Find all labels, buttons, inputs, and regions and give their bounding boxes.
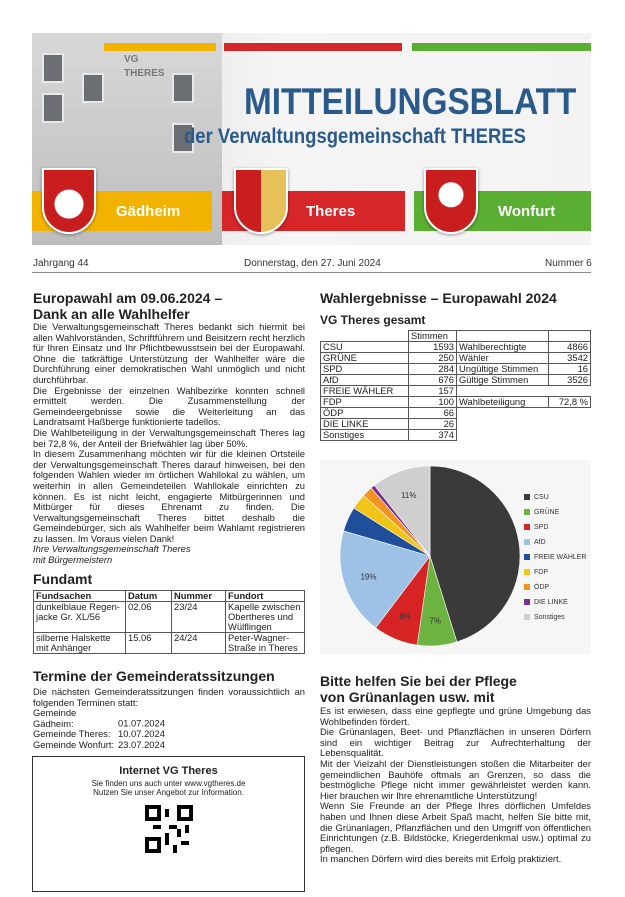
pie-chart — [320, 460, 520, 654]
europawahl-text: Die Verwaltungsgemeinschaft Theres bedankt sich hiermit bei allen Wahlvorständen, Schriftführern und Beisitzern recht herzlich für Ihren Einsatz und Ihr Pflichtbewusstsein bei der Europawahl. Ohne die tatkräftige Unterstützung der Wahlhelfer wäre die Durchführung einer demokratischen Wahl unmöglich und nicht durchführbar. Die Ergebnisse der einzelnen Wahlbezirke konnten schnell ermittelt werden. Die Zusammenstellung der Gemeindeergebnisse sowie die Weiterleitung an das Landratsamt Haßberge funktionierte tadellos. Die Wahlbeteiligung in der Verwaltungsgemeinschaft Theres lag bei 72,8 %, der Anteil der Briefwähler lag über 50%. In diesem Zusammenhang möchten wir für die kleinen Ortsteile der Verwaltungsgemeinschaft Theres darauf hinweisen, bei den folgenden Wahlen wieder im örtlichen Wahllokal zu wählen, um weiterhin in allen Gemeindeteilen Wahllokale einrichten zu können. Es ist nicht leicht, engagierte Mitbürgerinnen und Mitbürger für dieses Ehrenamt zu finden. Die Verwaltungsgemeinschaft Theres bittet deshalb die Gemeindebürger, sich als Wahlhelfer beim Wahlamt registrieren zu lassen. Im Voraus vielen Dank! Ihre Verwaltungsgemeinschaft Theres mit Bürgermeistern — [33, 321, 305, 566]
issue-year: Jahrgang 44 — [33, 258, 89, 269]
table-row: FDP 100 Wahlbeteiligung 72,8 % — [321, 397, 591, 408]
divider — [32, 272, 591, 273]
pie-legend — [524, 490, 587, 625]
legend-item: AfD — [524, 535, 587, 550]
wonfurt-crest-icon — [424, 168, 478, 234]
legend-item: DIE LINKE — [524, 595, 587, 610]
issue-date: Donnerstag, den 27. Juni 2024 — [244, 258, 381, 269]
wahl-table: Stimmen CSU 1593 Wahlberechtigte 4866 GRÜNE 250 Wähler 3542 SPD 284 Ungültige Stimmen 16 AfD 676 Gültige Stimmen 3526 FREIE WÄHLER 157 FDP 100 Wahlbeteiligung 72,8 % ÖDP 66 DIE LINKE 26 Sonstiges 374 — [320, 330, 591, 441]
issue-number: Nummer 6 — [545, 258, 592, 269]
pie-chart-panel — [320, 460, 591, 654]
town-strip-gaedheim: Gädheim — [32, 191, 212, 231]
table-row: CSU 1593 Wahlberechtigte 4866 — [321, 342, 591, 353]
red-bar — [224, 43, 402, 51]
pflege-text: Es ist erwiesen, dass eine gepflegte und grüne Umgebung das Wohlbefinden fördert. Die Grünanlagen, Beet- und Pflanzflächen in unseren Dörfern sind ein wichtiger Beitrag zur Aufrechterhaltung der Lebensqualität. Mit der Vielzahl der Dienstleistungen stoßen die Mitarbeiter der gemeindlichen Bauhöfe oftmals an Grenzen, so dass die bestmögliche Pflege nicht immer gewährleistet werden kann. Hier brauchen wir Ihre ehrenamtliche Unterstützung! Wenn Sie Freunde an der Pflege Ihres dörflichen Umfeldes haben und Ihnen diese Arbeit Spaß macht, helfen Sie bitte mit, die Grünanlagen, Pflanzflächen und den Umgriff von öffentlichen Einrichtungen (z.B. Bildstöcke, Kriegerdenkmal usw.) optimal zu pflegen. In manchen Dörfern wird dies bereits mit Erfolg praktiziert. — [320, 705, 591, 865]
table-row: AfD 676 Gültige Stimmen 3526 — [321, 375, 591, 386]
table-row: GRÜNE 250 Wähler 3542 — [321, 353, 591, 364]
building-sign: VG THERES — [124, 54, 165, 79]
green-bar — [412, 43, 591, 51]
pie-label-8: 11% — [401, 490, 417, 500]
internet-title: Internet VG Theres — [119, 765, 218, 777]
qr-code-icon[interactable] — [145, 805, 193, 853]
table-row: Sonstiges 374 — [321, 430, 591, 441]
internet-box — [32, 756, 305, 892]
fundamt-heading: Fundamt — [33, 571, 93, 587]
page-title: MITTEILUNGSBLATT — [244, 81, 577, 122]
table-row: DIE LINKE 26 — [321, 419, 591, 430]
internet-info: Nutzen Sie unser Angebot zur Information. — [93, 788, 244, 797]
table-row: SPD 284 Ungültige Stimmen 16 — [321, 364, 591, 375]
masthead-banner — [32, 33, 591, 245]
theres-crest-icon — [234, 168, 288, 234]
pie-label-1: 7% — [429, 616, 441, 626]
town-strip-theres: Theres — [222, 191, 405, 231]
europawahl-heading: Europawahl am 09.06.2024 – Dank an alle Wahlhelfer — [33, 290, 223, 322]
table-row: dunkelblaue Regen-jacke Gr. XL/56 02.06 23/24 Kapelle zwischen Obertheres und Wülflingen — [34, 602, 305, 633]
legend-item: GRÜNE — [524, 505, 587, 520]
table-row: FREIE WÄHLER 157 — [321, 386, 591, 397]
table-row: silberne Halskette mit Anhänger 15.06 24/24 Peter-Wagner-Straße in Theres — [34, 633, 305, 654]
legend-item: FREIE WÄHLER — [524, 550, 587, 565]
legend-item: SPD — [524, 520, 587, 535]
fundamt-table: Fundsachen Datum Nummer Fundort dunkelblaue Regen-jacke Gr. XL/56 02.06 23/24 Kapelle zwischen Obertheres und Wülflingen silberne Halskette mit Anhänger 15.06 24/24 Peter-Wagner-Straße in Theres — [33, 590, 305, 654]
town-strip-wonfurt: Wonfurt — [414, 191, 591, 231]
legend-item: CSU — [524, 490, 587, 505]
wahl-subheading: VG Theres gesamt — [320, 313, 426, 327]
legend-item: Sonstiges — [524, 610, 587, 625]
termine-heading: Termine der Gemeinderatssitzungen — [33, 668, 275, 684]
pie-label-2: 8% — [399, 611, 411, 621]
legend-item: FDP — [524, 565, 587, 580]
page-subtitle: der Verwaltungsgemeinschaft THERES — [184, 125, 526, 148]
pflege-heading: Bitte helfen Sie bei der Pflege von Grünanlagen usw. mit — [320, 673, 517, 705]
pie-label-3: 19% — [360, 572, 377, 582]
gaedheim-crest-icon — [42, 168, 96, 234]
internet-link[interactable]: Sie finden uns auch unter www.vgtheres.de — [91, 779, 246, 788]
wahl-heading: Wahlergebnisse – Europawahl 2024 — [320, 290, 557, 306]
legend-item: ÖDP — [524, 580, 587, 595]
termine-text: Die nächsten Gemeinderatssitzungen finden voraussichtlich an folgenden Terminen statt: Gemeinde Gädheim: 01.07.2024 Gemeinde Theres: 10.07.2024 Gemeinde Wonfurt: 23.07.2024 — [33, 686, 305, 750]
table-row: ÖDP 66 — [321, 408, 591, 419]
yellow-bar — [104, 43, 216, 51]
